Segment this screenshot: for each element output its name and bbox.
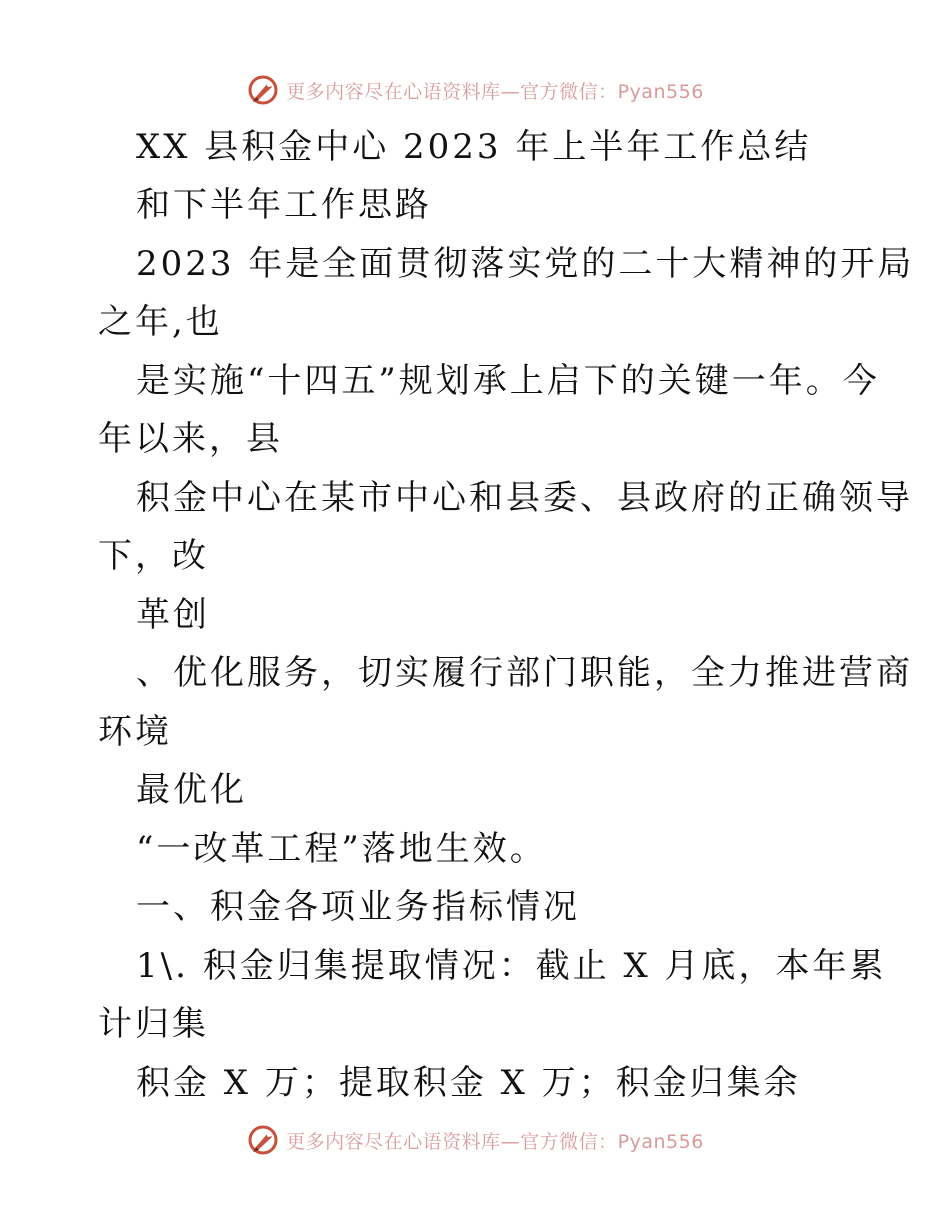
doc-line: 2023 年是全面贯彻落实党的二十大精神的开局 <box>136 244 915 284</box>
doc-line: “一改革工程”落地生效。 <box>136 829 547 869</box>
doc-line: 环境 <box>98 712 172 752</box>
doc-line: XX 县积金中心 2023 年上半年工作总结 <box>136 127 812 167</box>
doc-line: 积金中心在某市中心和县委、县政府的正确领导 <box>136 478 913 518</box>
watermark-text: 更多内容尽在心语资料库—官方微信：Pyan556 <box>286 1130 704 1153</box>
watermark-footer <box>0 1120 950 1160</box>
doc-line: 是实施“十四五”规划承上启下的关键一年。今 <box>136 361 880 401</box>
watermark-text: 更多内容尽在心语资料库—官方微信：Pyan556 <box>286 80 704 103</box>
doc-line: 革创 <box>136 595 210 635</box>
doc-line: 下，改 <box>98 536 209 576</box>
doc-line: 计归集 <box>98 1004 209 1044</box>
doc-line: 之年,也 <box>98 302 223 342</box>
doc-line: 1\. 积金归集提取情况：截止 X 月底，本年累 <box>136 946 887 986</box>
doc-line: 最优化 <box>136 770 247 810</box>
doc-line: 、优化服务，切实履行部门职能，全力推进营商 <box>136 653 913 693</box>
doc-line: 年以来，县 <box>98 419 283 459</box>
doc-line: 和下半年工作思路 <box>136 185 432 225</box>
fountain-pen-icon <box>246 1123 280 1157</box>
watermark-header <box>0 70 950 110</box>
doc-line: 积金 X 万；提取积金 X 万；积金归集余 <box>136 1063 801 1103</box>
fountain-pen-icon <box>246 73 280 107</box>
doc-line: 一、积金各项业务指标情况 <box>136 887 580 927</box>
